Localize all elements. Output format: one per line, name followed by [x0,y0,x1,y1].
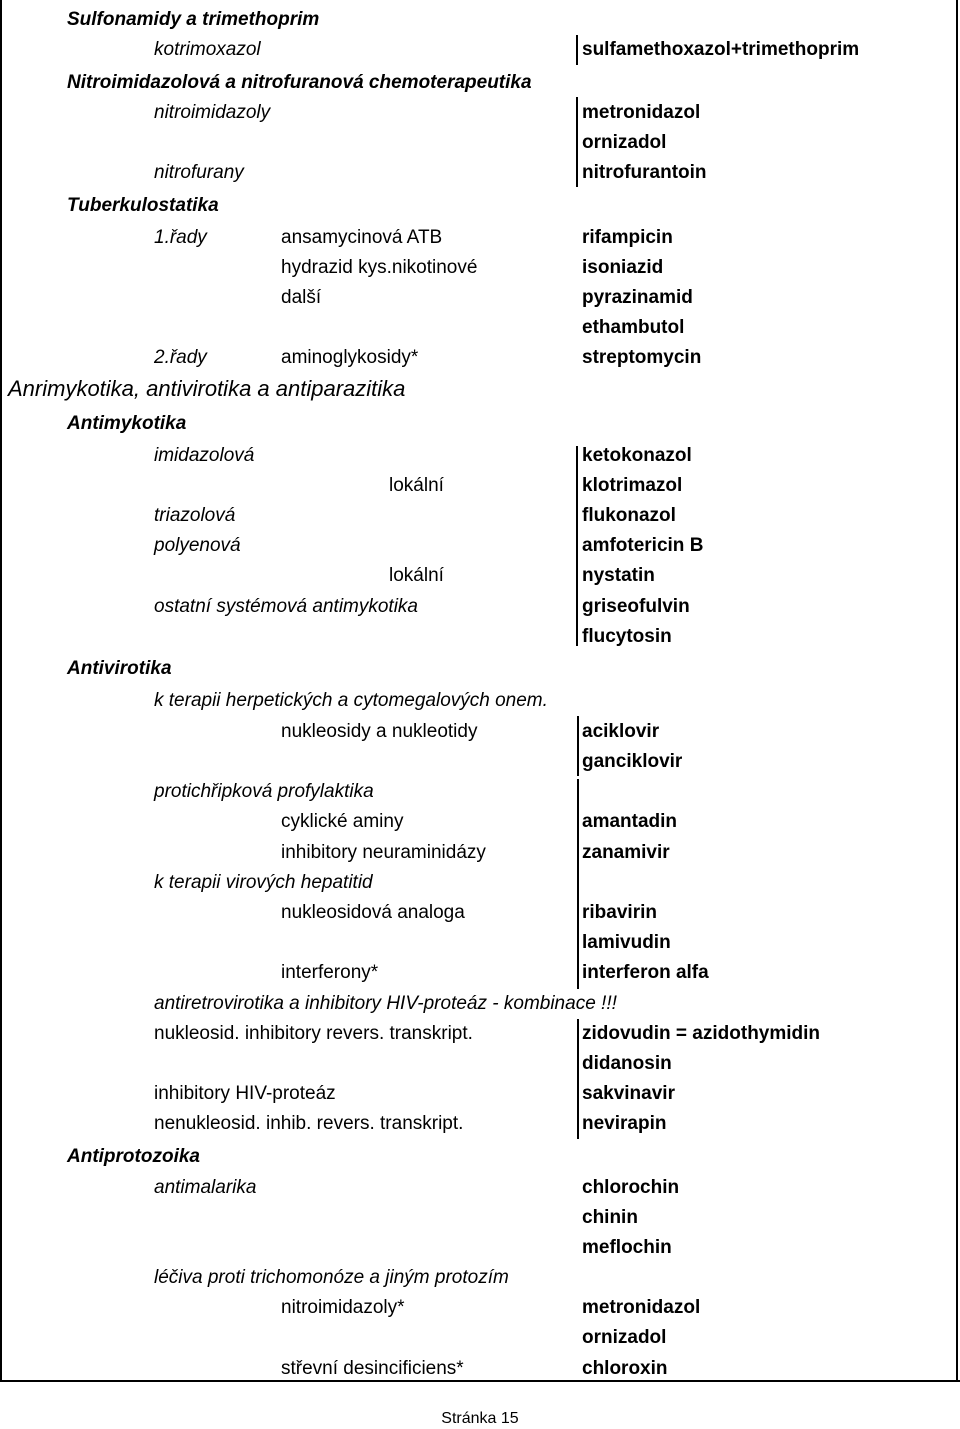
category-label: antimalarika [154,1177,257,1198]
drug-name: rifampicin [582,227,673,248]
category-label: triazolová [154,505,236,526]
section-heading: Antivirotika [67,658,172,679]
drug-name: griseofulvin [582,596,690,617]
drug-name: chinin [582,1207,638,1228]
category-label: nukleosidová analoga [281,902,465,923]
category-label: lokální [389,475,444,496]
category-label: inhibitory HIV-proteáz [154,1083,336,1104]
drug-name: metronidazol [582,102,701,123]
drug-name: lamivudin [582,932,671,953]
section-heading: Sulfonamidy a trimethoprim [67,9,320,30]
drug-name: klotrimazol [582,475,683,496]
section-heading: Antiprotozoika [67,1146,200,1167]
drug-name: pyrazinamid [582,287,693,308]
drug-name: metronidazol [582,1297,701,1318]
drug-name: ethambutol [582,317,685,338]
drug-name: streptomycin [582,347,702,368]
category-label: interferony* [281,962,379,983]
category-label: aminoglykosidy* [281,347,419,368]
category-label: hydrazid kys.nikotinové [281,257,478,278]
category-label: střevní desincificiens* [281,1358,464,1379]
drug-name: aciklovir [582,721,660,742]
category-label: kotrimoxazol [154,39,261,60]
drug-name: ketokonazol [582,445,692,466]
drug-name: zidovudin = azidothymidin [582,1023,821,1044]
drug-name: ganciklovir [582,751,683,772]
section-heading: Anrimykotika, antivirotika a antiparazitika [8,376,406,401]
drug-name: ornizadol [582,132,667,153]
drug-name: amantadin [582,811,678,832]
category-label: inhibitory neuraminidázy [281,842,486,863]
category-label: nitroimidazoly [154,102,271,123]
drug-name: amfotericin B [582,535,704,556]
drug-name: ribavirin [582,902,657,923]
category-label: ansamycinová ATB [281,227,443,248]
border-line [576,35,578,65]
border-line [577,716,579,776]
category-label: nitrofurany [154,162,244,183]
category-label: imidazolová [154,445,255,466]
drug-name: sakvinavir [582,1083,675,1104]
category-label: antiretrovirotika a inhibitory HIV-proteáz - kombinace !!! [154,993,617,1014]
drug-name: chlorochin [582,1177,680,1198]
category-label: polyenová [154,535,241,556]
border-line [0,1380,960,1382]
category-label: nukleosid. inhibitory revers. transkript. [154,1023,473,1044]
category-label: ostatní systémová antimykotika [154,596,418,617]
page-footer: Stránka 15 [441,1410,519,1427]
drug-name: interferon alfa [582,962,709,983]
drug-name: flucytosin [582,626,672,647]
border-line [956,0,958,1382]
category-label: nitroimidazoly* [281,1297,405,1318]
drug-name: chloroxin [582,1358,668,1379]
category-label: k terapii virových hepatitid [154,872,373,893]
drug-name: flukonazol [582,505,676,526]
category-label: nenukleosid. inhib. revers. transkript. [154,1113,464,1134]
section-heading: Nitroimidazolová a nitrofuranová chemoterapeutika [67,72,532,93]
category-label: protichřipková profylaktika [154,781,374,802]
category-label: k terapii herpetických a cytomegalových onem. [154,690,548,711]
category-label: léčiva proti trichomonóze a jiným protozím [154,1267,509,1288]
drug-name: nystatin [582,565,655,586]
category-label: nukleosidy a nukleotidy [281,721,478,742]
border-line [0,0,2,1382]
border-line [577,869,579,989]
drug-name: nevirapin [582,1113,667,1134]
border-line [576,446,578,646]
drug-name: didanosin [582,1053,672,1074]
category-label: cyklické aminy [281,811,404,832]
border-line [577,1019,579,1139]
category-label: lokální [389,565,444,586]
drug-name: isoniazid [582,257,664,278]
section-heading: Antimykotika [67,413,187,434]
category-label: další [281,287,322,308]
drug-name: ornizadol [582,1327,667,1348]
border-line [576,97,578,187]
drug-name: nitrofurantoin [582,162,707,183]
border-line [577,779,579,869]
section-heading: Tuberkulostatika [67,195,219,216]
drug-name: sulfamethoxazol+trimethoprim [582,39,860,60]
drug-name: zanamivir [582,842,670,863]
drug-name: meflochin [582,1237,672,1258]
category-label: 1.řady [154,227,207,248]
category-label: 2.řady [154,347,207,368]
